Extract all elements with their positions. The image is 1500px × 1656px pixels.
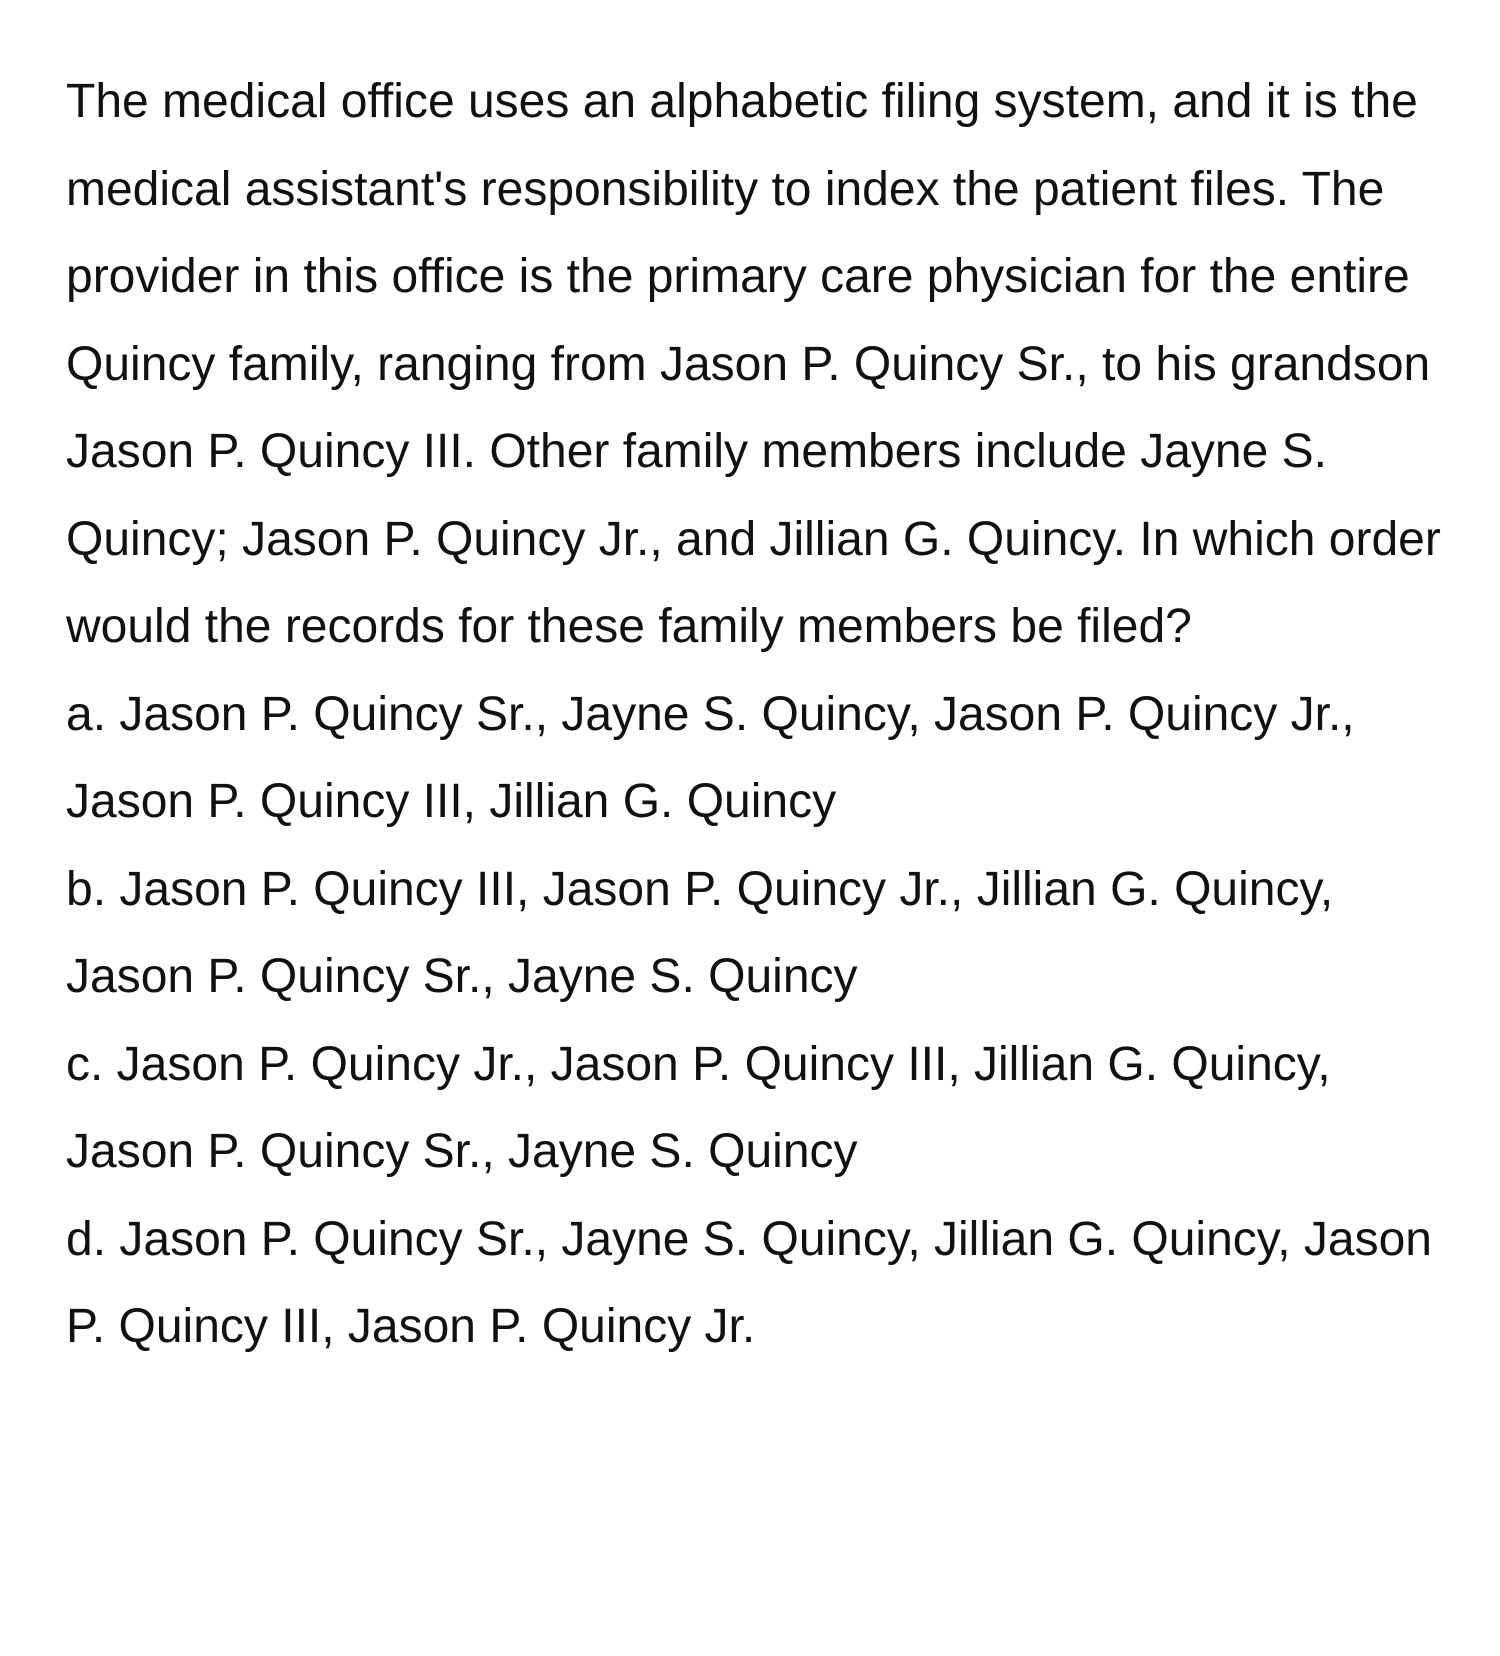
question-block [66,58,1446,1371]
option-c: c. Jason P. Quincy Jr., Jason P. Quincy III, Jillian G. Quincy, Jason P. Quincy Sr., Jayne S. Quincy [66,1037,1331,1178]
option-a: a. Jason P. Quincy Sr., Jayne S. Quincy, Jason P. Quincy Jr., Jason P. Quincy III, Jillian G. Quincy [66,687,1355,828]
option-b: b. Jason P. Quincy III, Jason P. Quincy Jr., Jillian G. Quincy, Jason P. Quincy Sr., Jayne S. Quincy [66,862,1334,1003]
question-text: The medical office uses an alphabetic filing system, and it is the medical assistant's responsibility to index the patient files. The provider in this office is the primary care physician for the entire Quincy family, ranging from Jason P. Quincy Sr., to his grandson Jason P. Quincy III. Other family members include Jayne S. Quincy; Jason P. Quincy Jr., and Jillian G. Quincy. In which order would the records for these family members be filed? [66,75,1441,653]
option-d: d. Jason P. Quincy Sr., Jayne S. Quincy, Jillian G. Quincy, Jason P. Quincy III, Jason P. Quincy Jr. [66,1212,1432,1353]
